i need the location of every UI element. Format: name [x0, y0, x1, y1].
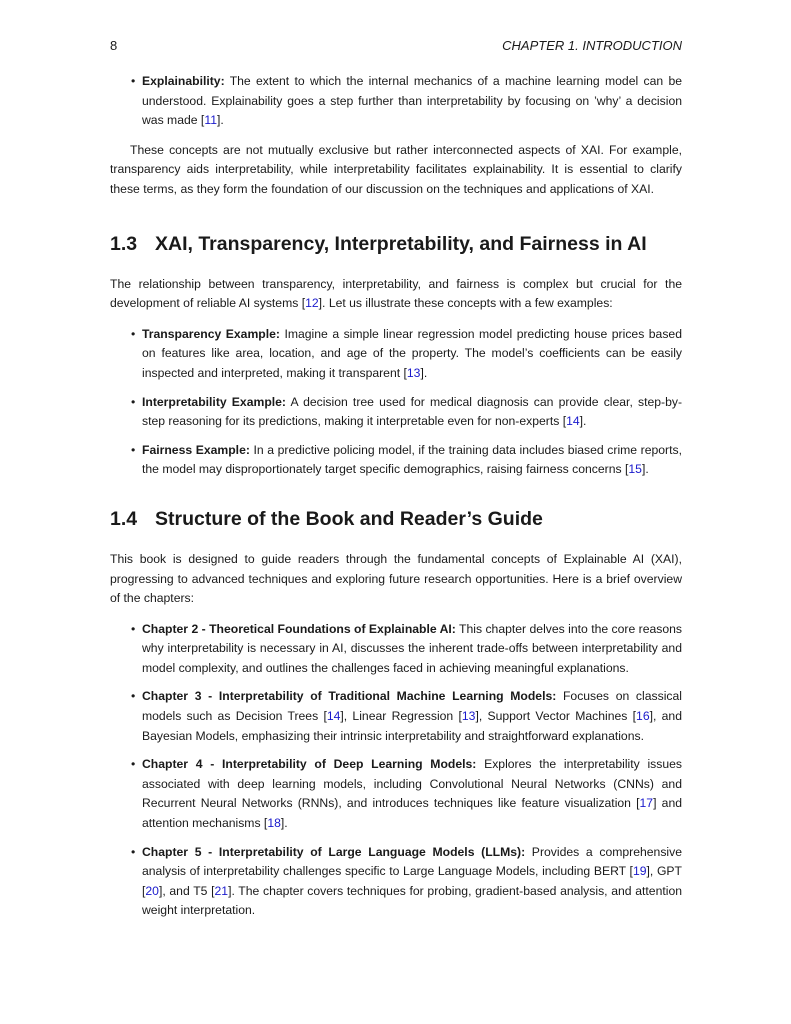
list-item-chapter-4: [110, 755, 682, 833]
section-number: 1.4: [110, 507, 138, 530]
list-item-chapter-2: [110, 620, 682, 679]
item-text: In a predictive policing model, if the training data includes biased crime reports, the model may disproportionately target specific demographics, raising fairness concerns [: [142, 442, 682, 477]
section-heading-1-3: [110, 232, 682, 256]
item-text: ], and T5 [: [158, 883, 215, 898]
term: Fairness Example:: [142, 442, 250, 457]
term: Transparency Example:: [142, 326, 280, 341]
citation-link[interactable]: 14: [326, 709, 341, 724]
item-text: Focuses on classical models such as Decision Trees [: [142, 689, 682, 724]
item-text: ]. The chapter covers techniques for probing, gradient-based analysis, and attention weight interpretation.: [142, 883, 682, 918]
citation-link[interactable]: 12: [305, 296, 319, 311]
running-header: CHAPTER 1. INTRODUCTION: [502, 38, 682, 53]
examples-list: [110, 325, 682, 480]
term: Chapter 2 - Theoretical Foundations of Explainable AI:: [142, 621, 456, 636]
section-title: Structure of the Book and Reader’s Guide: [155, 507, 543, 530]
item-text: This chapter delves into the core reasons why interpretability is necessary in AI, discusses the inherent trade-offs between interpretability and model complexity, and outlines the challenges faced in achieving meaningful explanations.: [142, 621, 682, 675]
citation-link[interactable]: 18: [267, 816, 281, 831]
item-text: ], Linear Regression [: [340, 709, 462, 724]
item-text-end: ].: [420, 365, 428, 380]
item-text-end: ].: [579, 414, 587, 429]
item-text: ].: [280, 816, 288, 831]
citation-link[interactable]: 20: [145, 883, 159, 898]
concepts-paragraph: These concepts are not mutually exclusive but rather interconnected aspects of XAI. For example, transparency aids interpretability, while interpretability facilitates explainability. It is essential to clarify these terms, as they form the foundation of our discussion on the techniques and applications of XAI.: [110, 142, 682, 196]
term: Chapter 4 - Interpretability of Deep Learning Models:: [142, 757, 477, 772]
citation-link[interactable]: 19: [632, 864, 647, 879]
citation-link[interactable]: 17: [639, 796, 654, 811]
section-heading-1-4: [110, 507, 682, 531]
list-item-explainability: [110, 72, 682, 131]
section-number: 1.3: [110, 232, 138, 255]
citation-link[interactable]: 16: [636, 709, 650, 724]
list-item-chapter-5: [110, 843, 682, 921]
term: Chapter 5 - Interpretability of Large Language Models (LLMs):: [142, 844, 526, 859]
citation-link[interactable]: 14: [566, 414, 580, 429]
intro-text-end: ]. Let us illustrate these concepts with a few examples:: [318, 296, 613, 311]
explainability-list: [110, 72, 682, 131]
item-text: ], GPT [: [142, 864, 682, 898]
item-text: Provides a comprehensive analysis of interpretability challenges specific to Large Language Models, including BERT [: [142, 844, 682, 879]
citation-link[interactable]: 13: [461, 709, 476, 724]
section-1-4-intro: This book is designed to guide readers through the fundamental concepts of Explainable AI (XAI), progressing to advanced techniques and exploring future research opportunities. Here is a brief overview of the chapters:: [110, 551, 682, 606]
term: Explainability:: [142, 74, 225, 88]
term: Interpretability Example:: [142, 394, 286, 409]
item-text: Explores the interpretability issues associated with deep learning models, including Convolutional Neural Networks (CNNs) and Recurrent Neural Networks (RNNs), and introduces techniques like feature visualization [: [142, 757, 682, 811]
citation-link[interactable]: 11: [204, 113, 217, 128]
page-content: [110, 72, 682, 921]
item-text-end: ].: [216, 113, 224, 128]
item-text: ], and Bayesian Models, emphasizing their intrinsic interpretability and straightforward explanations.: [142, 709, 682, 743]
term: Chapter 3 - Interpretability of Traditional Machine Learning Models:: [142, 689, 557, 704]
section-title: XAI, Transparency, Interpretability, and Fairness in AI: [155, 232, 647, 255]
list-item-fairness: [110, 441, 682, 480]
list-item-interpretability: [110, 393, 682, 432]
intro-text: The relationship between transparency, interpretability, and fairness is complex but crucial for the development of reliable AI systems [: [110, 276, 682, 311]
item-text: A decision tree used for medical diagnosis can provide clear, step-by-step reasoning for its predictions, making it interpretable even for non-experts [: [142, 394, 682, 429]
chapters-list: [110, 620, 682, 921]
list-item-transparency: [110, 325, 682, 384]
item-text: The extent to which the internal mechanics of a machine learning model can be understood. Explainability goes a step further than interpretability by focusing on ’why’ a decision was made [: [142, 74, 682, 128]
list-item-chapter-3: [110, 687, 682, 746]
item-text: Imagine a simple linear regression model predicting house prices based on features like area, location, and age of the property. The model’s coefficients can be easily inspected and interpreted, making it transparent [: [142, 326, 682, 380]
page-number: 8: [110, 38, 118, 53]
citation-link[interactable]: 15: [628, 462, 642, 477]
section-1-3-intro: [110, 275, 682, 314]
item-text-end: ].: [641, 462, 649, 477]
citation-link[interactable]: 13: [406, 365, 421, 380]
item-text: ], Support Vector Machines [: [475, 709, 637, 724]
item-text: ] and attention mechanisms [: [142, 796, 682, 831]
citation-link[interactable]: 21: [214, 883, 229, 898]
